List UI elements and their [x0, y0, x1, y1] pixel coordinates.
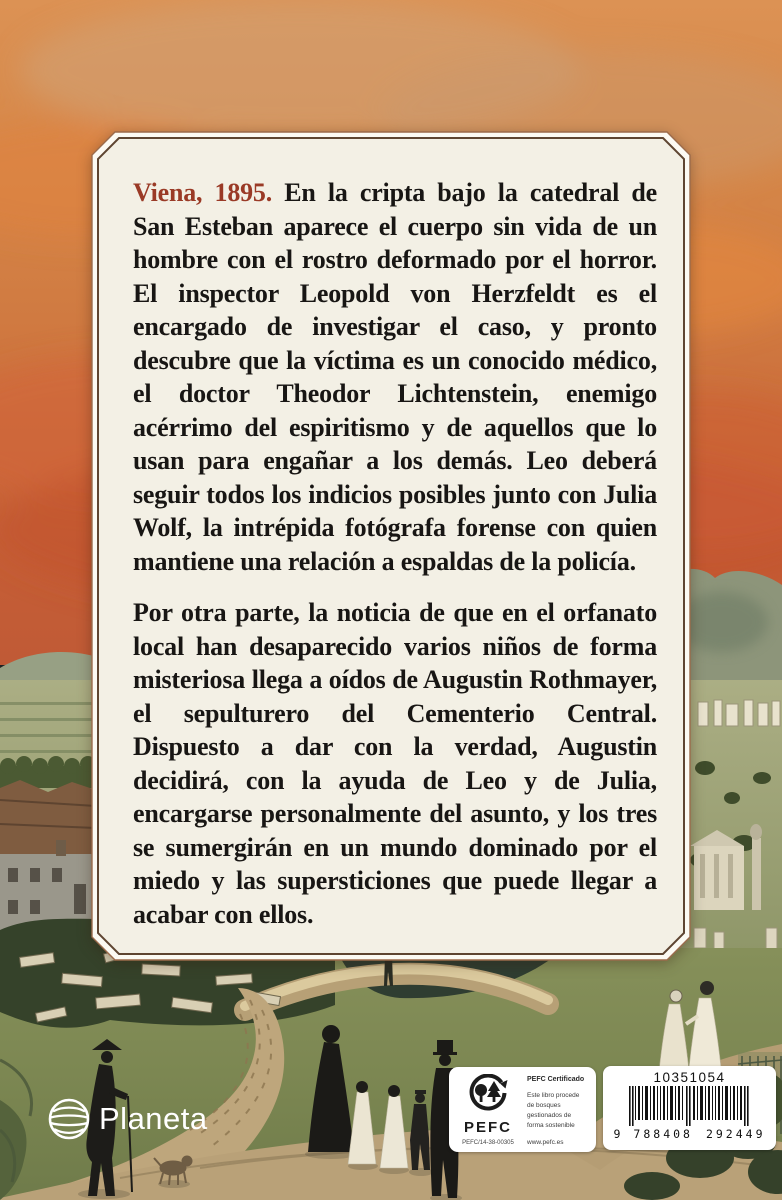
pefc-logo-icon	[467, 1074, 509, 1114]
publisher-logo	[46, 1096, 208, 1142]
barcode-top-number: 10351054	[653, 1070, 726, 1085]
synopsis-text	[133, 176, 657, 931]
synopsis-paragraph-2: Por otra parte, la noticia de que en el orfanato local han desaparecido varios niños de forma misteriosa llega a oídos de Augustin Rothmayer, el sepulturero del Cementerio Central. Dispuesto a dar con la verdad, Augustin decidirá, con la ayuda de Leo y de Julia, encargarse personalmente del asunto, y los tres se sumergirán en un mundo dominado por el miedo y las supersticiones que puede llegar a acabar con ellos.	[133, 598, 657, 929]
barcode-digits	[613, 1126, 766, 1141]
pefc-title: PEFC Certificado	[527, 1076, 585, 1083]
synopsis-paragraph-1-body: En la cripta bajo la catedral de San Esteban aparece el cuerpo sin vida de un hombre con el rostro deformado por el horror. El inspector Leopold von Herzfeldt es el encargado de investigar el caso, y pronto descubre que la víctima es un conocido médico, el doctor Theodor Lichtenstein, enemigo acérrimo del espiritismo y de aquellos que lo usan para engañar a los demás. Leo deberá seguir todos los indicios posibles junto con Julia Wolf, la intrépida fotógrafa forense con quien mantiene una relación a espaldas de la policía.	[133, 178, 657, 576]
ean-group-1: 788408	[633, 1126, 693, 1141]
publisher-name: Planeta	[99, 1101, 208, 1136]
globe-icon	[46, 1096, 92, 1142]
barcode-label	[603, 1066, 776, 1150]
pefc-logo-text: PEFC	[463, 1118, 512, 1136]
ean-prefix: 9	[613, 1126, 621, 1141]
synopsis-paragraph-1	[133, 176, 657, 578]
pefc-description: Este libro procede de bosques gestionados de forma sostenible	[527, 1091, 580, 1130]
ean-barcode	[614, 1086, 766, 1128]
pefc-label	[449, 1067, 596, 1152]
synopsis-lead: Viena, 1895.	[133, 178, 273, 207]
pefc-left-column	[457, 1074, 519, 1146]
pefc-license: PEFC/14-38-00305	[462, 1140, 514, 1146]
pefc-website: www.pefc.es	[527, 1139, 564, 1146]
pefc-right-column	[527, 1074, 588, 1146]
ean-group-2: 292449	[705, 1126, 766, 1141]
